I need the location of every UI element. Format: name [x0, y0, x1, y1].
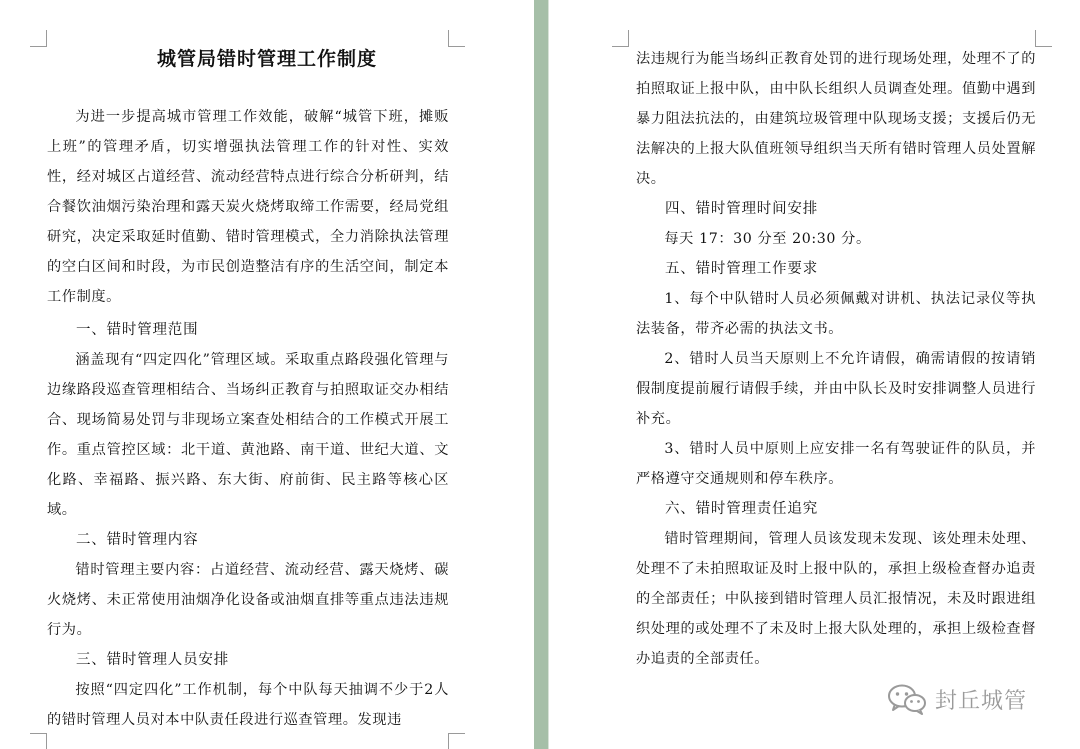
- wechat-watermark: [887, 682, 1027, 716]
- page-gutter: [534, 0, 549, 749]
- section-1-heading: 一、错时管理范围: [76, 322, 199, 338]
- section-1-paragraph: 涵盖现有“四定四化”管理区域。采取重点路段强化管理与边缘路段巡查管理相结合、当场纠正教育与拍照取证交办相结合、现场简易处罚与非现场立案查处相结合的工作模式开展工作。重点管控区域：北干道、黄池路、南干道、世纪大道、文化路、幸福路、振兴路、东大街、府前街、民主路等核心区域。: [47, 352, 449, 518]
- section-5-item-3: 3、错时人员中原则上应安排一名有驾驶证件的队员，并严格遵守交通规则和停车秩序。: [636, 441, 1036, 487]
- section-2-paragraph: 错时管理主要内容：占道经营、流动经营、露天烧烤、碳火烧烤、未正常使用油烟净化设备或油烟直排等重点违法违规行为。: [47, 562, 449, 638]
- document-page-left: [0, 0, 534, 749]
- crop-mark-bottom-right: [448, 733, 465, 749]
- wechat-icon: [887, 683, 927, 715]
- crop-mark-top-right: [1035, 30, 1052, 47]
- document-page-right: [549, 0, 1080, 749]
- crop-mark-bottom-left: [30, 733, 47, 749]
- section-6-heading: 六、错时管理责任追究: [665, 501, 818, 517]
- section-3-paragraph-part2: 法违规行为能当场纠正教育处罚的进行现场处理，处理不了的拍照取证上报中队，由中队长组织人员调查处理。值勤中遇到暴力阻法抗法的，由建筑垃圾管理中队现场支援；支援后仍无法解决的上报大队值班领导组织当天所有错时管理人员处置解决。: [636, 51, 1036, 187]
- section-2-heading: 二、错时管理内容: [76, 532, 199, 548]
- document-title: 城管局错时管理工作制度: [156, 48, 377, 70]
- section-4-heading: 四、错时管理时间安排: [665, 201, 818, 217]
- section-3-heading: 三、错时管理人员安排: [76, 652, 229, 668]
- section-6-paragraph: 错时管理期间，管理人员该发现未发现、该处理未处理、处理不了未拍照取证及时上报中队的，承担上级检查督办追责的全部责任；中队接到错时管理人员汇报情况，未及时跟进组织处理的或处理不了未及时上报大队处理的，承担上级检查督办追责的全部责任。: [636, 531, 1036, 667]
- section-5-item-1: 1、每个中队错时人员必须佩戴对讲机、执法记录仪等执法装备，带齐必需的执法文书。: [636, 291, 1036, 337]
- intro-paragraph: 为进一步提高城市管理工作效能，破解“城管下班，摊贩上班”的管理矛盾，切实增强执法管理工作的针对性、实效性，经对城区占道经营、流动经营特点进行综合分析研判，结合餐饮油烟污染治理和露天炭火烧烤取缔工作需要，经局党组研究，决定采取延时值勤、错时管理模式，全力消除执法管理的空白区间和时段，为市民创造整洁有序的生活空间，制定本工作制度。: [47, 109, 449, 305]
- section-5-heading: 五、错时管理工作要求: [665, 261, 818, 277]
- section-3-paragraph-part1: 按照“四定四化”工作机制，每个中队每天抽调不少于2人的错时管理人员对本中队责任段进行巡查管理。发现违: [47, 682, 449, 728]
- section-5-item-2: 2、错时人员当天原则上不允许请假，确需请假的按请销假制度提前履行请假手续，并由中队长及时安排调整人员进行补充。: [636, 351, 1036, 427]
- watermark-text: 封丘城管: [935, 688, 1028, 714]
- crop-mark-top-left: [612, 30, 629, 47]
- section-4-paragraph: 每天 17：30 分至 20:30 分。: [664, 231, 871, 247]
